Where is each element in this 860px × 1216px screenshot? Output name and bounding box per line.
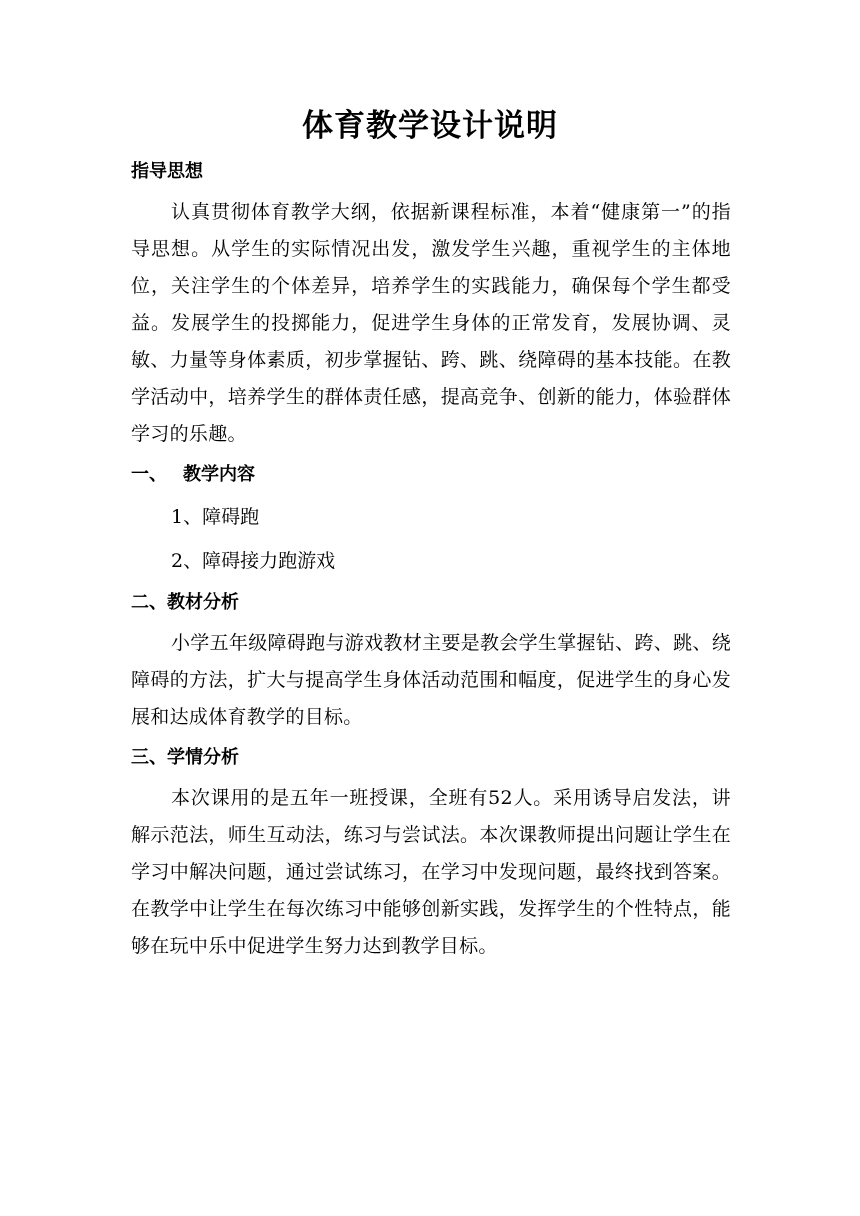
paragraph-guiding: 认真贯彻体育教学大纲，依据新课程标准，本着“健康第一”的指导思想。从学生的实际情况出发，激发学生兴趣，重视学生的主体地位，关注学生的个体差异，培养学生的实践能力，确保每个学生都受益。发展学生的投掷能力，促进学生身体的正常发育，发展协调、灵敏、力量等身体素质，初步掌握钻、跨、跳、绕障碍的基本技能。在教学活动中，培养学生的群体责任感，提高竞争、创新的能力，体验群体学习的乐趣。: [131, 201, 731, 445]
section-heading-content: [131, 455, 731, 495]
section-number-content: 一、: [131, 464, 167, 485]
list-item: 1、障碍跑: [171, 506, 260, 528]
paragraph-students: 本次课用的是五年一班授课，全班有52人。采用诱导启发法，讲解示范法，师生互动法，练习与尝试法。本次课教师提出问题让学生在学习中解决问题，通过尝试练习，在学习中发现问题，最终找到答案。在教学中让学生在每次练习中能够创新实践，发挥学生的个性特点，能够在玩中乐中促进学生努力达到教学目标。: [131, 787, 731, 957]
section-title-content: 教学内容: [183, 464, 255, 485]
section-heading-guiding: 指导思想: [131, 161, 203, 182]
list-item: 2、障碍接力跑游戏: [171, 550, 336, 572]
document-body: [131, 152, 731, 967]
paragraph-material: 小学五年级障碍跑与游戏教材主要是教会学生掌握钻、跨、跳、绕障碍的方法，扩大与提高学生身体活动范围和幅度，促进学生的身心发展和达成体育教学的目标。: [131, 632, 731, 728]
document-title: 体育教学设计说明: [302, 108, 558, 144]
section-heading-material: 二、教材分析: [131, 592, 239, 613]
section-heading-students: 三、学情分析: [131, 747, 239, 768]
